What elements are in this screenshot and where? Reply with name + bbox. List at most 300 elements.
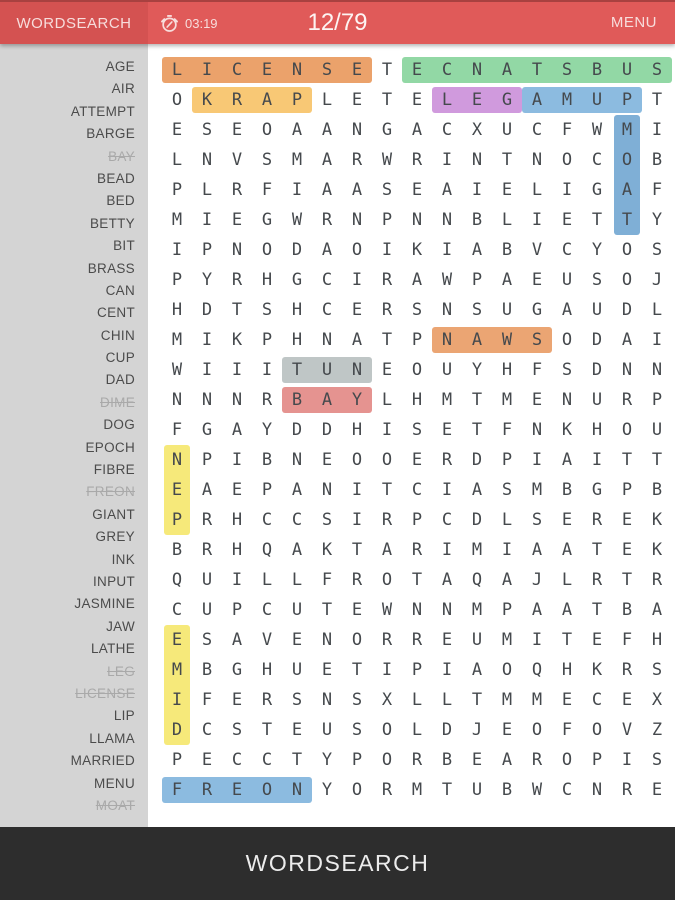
grid-cell[interactable]: U: [291, 600, 303, 620]
grid-cell[interactable]: T: [591, 540, 603, 560]
grid-cell[interactable]: E: [261, 60, 273, 80]
grid-cell[interactable]: T: [381, 60, 393, 80]
grid-cell[interactable]: N: [411, 600, 423, 620]
grid-cell[interactable]: N: [531, 420, 543, 440]
grid-cell[interactable]: S: [651, 240, 663, 260]
menu-button[interactable]: MENU: [610, 14, 657, 31]
grid-cell[interactable]: U: [651, 420, 663, 440]
grid-cell[interactable]: D: [291, 240, 303, 260]
grid-cell[interactable]: Q: [531, 660, 543, 680]
grid-cell[interactable]: I: [351, 270, 363, 290]
grid-cell[interactable]: H: [411, 390, 423, 410]
grid-cell[interactable]: N: [231, 240, 243, 260]
grid-cell[interactable]: E: [321, 450, 333, 470]
grid-cell[interactable]: P: [351, 750, 363, 770]
grid-cell[interactable]: E: [561, 690, 573, 710]
grid-cell[interactable]: U: [291, 660, 303, 680]
grid-cell[interactable]: L: [201, 180, 213, 200]
grid-cell[interactable]: X: [381, 690, 393, 710]
grid-cell[interactable]: B: [621, 600, 633, 620]
grid-cell[interactable]: I: [441, 540, 453, 560]
grid-cell[interactable]: A: [651, 600, 663, 620]
grid-cell[interactable]: M: [411, 780, 423, 800]
grid-cell[interactable]: G: [291, 270, 303, 290]
grid-cell[interactable]: T: [591, 600, 603, 620]
grid-cell[interactable]: C: [561, 240, 573, 260]
grid-cell[interactable]: G: [261, 210, 273, 230]
grid-cell[interactable]: I: [171, 690, 183, 710]
grid-cell[interactable]: P: [171, 510, 183, 530]
grid-cell[interactable]: I: [621, 750, 633, 770]
grid-cell[interactable]: H: [501, 360, 513, 380]
grid-cell[interactable]: O: [621, 270, 633, 290]
grid-cell[interactable]: N: [291, 780, 303, 800]
grid-cell[interactable]: C: [231, 60, 243, 80]
grid-cell[interactable]: B: [651, 480, 663, 500]
grid-cell[interactable]: L: [441, 90, 453, 110]
grid-cell[interactable]: R: [231, 90, 243, 110]
grid-cell[interactable]: O: [351, 450, 363, 470]
grid-cell[interactable]: I: [501, 540, 513, 560]
grid-cell[interactable]: I: [381, 240, 393, 260]
grid-cell[interactable]: M: [171, 330, 183, 350]
grid-cell[interactable]: I: [441, 480, 453, 500]
grid-cell[interactable]: P: [381, 210, 393, 230]
grid-cell[interactable]: O: [621, 150, 633, 170]
grid-cell[interactable]: E: [441, 630, 453, 650]
grid-cell[interactable]: R: [201, 540, 213, 560]
grid-cell[interactable]: M: [531, 480, 543, 500]
grid-cell[interactable]: P: [501, 600, 513, 620]
grid-cell[interactable]: K: [201, 90, 213, 110]
grid-cell[interactable]: U: [561, 270, 573, 290]
grid-cell[interactable]: T: [381, 90, 393, 110]
grid-cell[interactable]: W: [591, 120, 603, 140]
grid-cell[interactable]: N: [561, 390, 573, 410]
grid-cell[interactable]: K: [591, 660, 603, 680]
grid-cell[interactable]: Q: [171, 570, 183, 590]
grid-cell[interactable]: P: [501, 450, 513, 470]
grid-cell[interactable]: I: [231, 570, 243, 590]
grid-cell[interactable]: A: [381, 540, 393, 560]
grid-cell[interactable]: T: [501, 150, 513, 170]
grid-cell[interactable]: P: [621, 480, 633, 500]
grid-cell[interactable]: T: [381, 330, 393, 350]
grid-cell[interactable]: N: [321, 630, 333, 650]
grid-cell[interactable]: R: [621, 660, 633, 680]
grid-cell[interactable]: E: [381, 360, 393, 380]
grid-cell[interactable]: N: [291, 450, 303, 470]
grid-cell[interactable]: P: [411, 660, 423, 680]
grid-cell[interactable]: R: [231, 270, 243, 290]
grid-cell[interactable]: N: [351, 120, 363, 140]
grid-cell[interactable]: D: [471, 510, 483, 530]
grid-cell[interactable]: O: [351, 630, 363, 650]
grid-cell[interactable]: S: [651, 60, 663, 80]
grid-cell[interactable]: E: [531, 270, 543, 290]
grid-cell[interactable]: H: [291, 330, 303, 350]
grid-cell[interactable]: U: [321, 720, 333, 740]
grid-cell[interactable]: N: [441, 210, 453, 230]
grid-cell[interactable]: R: [411, 540, 423, 560]
grid-cell[interactable]: C: [231, 750, 243, 770]
grid-cell[interactable]: O: [621, 420, 633, 440]
grid-cell[interactable]: A: [531, 90, 543, 110]
grid-cell[interactable]: T: [621, 450, 633, 470]
grid-cell[interactable]: L: [441, 690, 453, 710]
grid-cell[interactable]: A: [291, 480, 303, 500]
grid-cell[interactable]: S: [261, 150, 273, 170]
grid-cell[interactable]: B: [501, 240, 513, 260]
grid-cell[interactable]: A: [441, 180, 453, 200]
grid-cell[interactable]: I: [531, 210, 543, 230]
grid-cell[interactable]: W: [291, 210, 303, 230]
grid-cell[interactable]: A: [531, 600, 543, 620]
grid-cell[interactable]: S: [261, 300, 273, 320]
grid-cell[interactable]: T: [621, 570, 633, 590]
grid-cell[interactable]: T: [231, 300, 243, 320]
grid-cell[interactable]: L: [501, 210, 513, 230]
grid-cell[interactable]: A: [501, 270, 513, 290]
grid-cell[interactable]: O: [261, 240, 273, 260]
grid-cell[interactable]: F: [201, 690, 213, 710]
grid-cell[interactable]: E: [171, 480, 183, 500]
grid-cell[interactable]: T: [471, 390, 483, 410]
grid-cell[interactable]: C: [441, 510, 453, 530]
grid-cell[interactable]: L: [171, 150, 183, 170]
grid-cell[interactable]: A: [471, 240, 483, 260]
grid-cell[interactable]: C: [261, 750, 273, 770]
grid-cell[interactable]: C: [411, 480, 423, 500]
grid-cell[interactable]: S: [321, 60, 333, 80]
grid-cell[interactable]: H: [231, 510, 243, 530]
grid-cell[interactable]: S: [291, 690, 303, 710]
grid-cell[interactable]: O: [381, 450, 393, 470]
grid-cell[interactable]: B: [291, 390, 303, 410]
grid-cell[interactable]: C: [531, 120, 543, 140]
grid-cell[interactable]: E: [531, 390, 543, 410]
grid-cell[interactable]: A: [291, 120, 303, 140]
grid-cell[interactable]: A: [261, 90, 273, 110]
grid-cell[interactable]: C: [321, 300, 333, 320]
grid-cell[interactable]: K: [321, 540, 333, 560]
grid-cell[interactable]: Q: [471, 570, 483, 590]
grid-cell[interactable]: S: [471, 300, 483, 320]
grid-cell[interactable]: S: [531, 510, 543, 530]
grid-cell[interactable]: O: [411, 360, 423, 380]
grid-cell[interactable]: N: [441, 600, 453, 620]
grid-cell[interactable]: V: [261, 630, 273, 650]
grid-cell[interactable]: A: [291, 540, 303, 560]
grid-cell[interactable]: E: [411, 60, 423, 80]
grid-cell[interactable]: T: [261, 720, 273, 740]
grid-cell[interactable]: B: [261, 450, 273, 470]
grid-cell[interactable]: H: [351, 420, 363, 440]
grid-cell[interactable]: A: [351, 330, 363, 350]
grid-cell[interactable]: N: [291, 60, 303, 80]
grid-cell[interactable]: X: [471, 120, 483, 140]
grid-cell[interactable]: P: [171, 750, 183, 770]
grid-cell[interactable]: G: [381, 120, 393, 140]
grid-cell[interactable]: H: [291, 300, 303, 320]
grid-cell[interactable]: E: [291, 630, 303, 650]
grid-cell[interactable]: L: [171, 60, 183, 80]
grid-cell[interactable]: L: [531, 180, 543, 200]
grid-cell[interactable]: N: [621, 360, 633, 380]
grid-cell[interactable]: N: [201, 390, 213, 410]
grid-cell[interactable]: C: [261, 600, 273, 620]
grid-cell[interactable]: N: [321, 690, 333, 710]
grid-cell[interactable]: A: [471, 480, 483, 500]
grid-cell[interactable]: F: [561, 120, 573, 140]
grid-cell[interactable]: I: [561, 180, 573, 200]
grid-cell[interactable]: N: [351, 360, 363, 380]
grid-cell[interactable]: W: [441, 270, 453, 290]
grid-cell[interactable]: K: [231, 330, 243, 350]
grid-cell[interactable]: C: [261, 510, 273, 530]
grid-cell[interactable]: I: [471, 180, 483, 200]
grid-cell[interactable]: L: [381, 390, 393, 410]
grid-cell[interactable]: R: [411, 630, 423, 650]
grid-cell[interactable]: O: [381, 570, 393, 590]
grid-cell[interactable]: I: [531, 630, 543, 650]
grid-cell[interactable]: H: [171, 300, 183, 320]
grid-cell[interactable]: E: [501, 180, 513, 200]
grid-cell[interactable]: R: [591, 510, 603, 530]
grid-cell[interactable]: N: [231, 390, 243, 410]
grid-cell[interactable]: R: [201, 510, 213, 530]
grid-cell[interactable]: A: [501, 60, 513, 80]
grid-cell[interactable]: B: [171, 540, 183, 560]
grid-cell[interactable]: E: [501, 720, 513, 740]
grid-cell[interactable]: N: [591, 780, 603, 800]
grid-cell[interactable]: S: [381, 180, 393, 200]
grid-cell[interactable]: E: [441, 420, 453, 440]
grid-cell[interactable]: T: [291, 750, 303, 770]
grid-cell[interactable]: S: [201, 630, 213, 650]
grid-cell[interactable]: P: [471, 270, 483, 290]
grid-cell[interactable]: R: [411, 150, 423, 170]
grid-cell[interactable]: M: [531, 690, 543, 710]
grid-cell[interactable]: U: [621, 60, 633, 80]
grid-cell[interactable]: A: [411, 120, 423, 140]
grid-cell[interactable]: I: [201, 330, 213, 350]
grid-cell[interactable]: O: [261, 780, 273, 800]
grid-cell[interactable]: N: [441, 330, 453, 350]
grid-cell[interactable]: F: [531, 360, 543, 380]
grid-cell[interactable]: C: [591, 150, 603, 170]
grid-cell[interactable]: O: [261, 120, 273, 140]
grid-cell[interactable]: E: [561, 510, 573, 530]
grid-cell[interactable]: R: [381, 270, 393, 290]
grid-cell[interactable]: U: [501, 300, 513, 320]
grid-cell[interactable]: O: [501, 660, 513, 680]
grid-cell[interactable]: P: [231, 600, 243, 620]
grid-cell[interactable]: D: [321, 420, 333, 440]
grid-cell[interactable]: N: [531, 150, 543, 170]
grid-cell[interactable]: I: [291, 180, 303, 200]
grid-cell[interactable]: F: [261, 180, 273, 200]
grid-cell[interactable]: I: [351, 480, 363, 500]
grid-cell[interactable]: R: [351, 150, 363, 170]
grid-cell[interactable]: U: [591, 90, 603, 110]
grid-cell[interactable]: H: [651, 630, 663, 650]
grid-cell[interactable]: K: [561, 420, 573, 440]
grid-cell[interactable]: R: [201, 780, 213, 800]
grid-cell[interactable]: R: [381, 630, 393, 650]
grid-cell[interactable]: D: [621, 300, 633, 320]
grid-cell[interactable]: B: [471, 210, 483, 230]
grid-cell[interactable]: E: [351, 90, 363, 110]
grid-cell[interactable]: Y: [351, 390, 363, 410]
grid-cell[interactable]: R: [381, 510, 393, 530]
grid-cell[interactable]: M: [171, 210, 183, 230]
grid-cell[interactable]: L: [411, 720, 423, 740]
grid-cell[interactable]: F: [561, 720, 573, 740]
letter-grid[interactable]: [162, 55, 672, 805]
grid-cell[interactable]: S: [231, 720, 243, 740]
grid-cell[interactable]: V: [531, 240, 543, 260]
grid-cell[interactable]: F: [651, 180, 663, 200]
grid-cell[interactable]: A: [501, 750, 513, 770]
grid-cell[interactable]: L: [561, 570, 573, 590]
grid-cell[interactable]: M: [621, 120, 633, 140]
grid-cell[interactable]: F: [171, 780, 183, 800]
grid-cell[interactable]: A: [531, 540, 543, 560]
grid-cell[interactable]: E: [561, 210, 573, 230]
grid-cell[interactable]: A: [321, 390, 333, 410]
grid-cell[interactable]: I: [651, 120, 663, 140]
grid-cell[interactable]: O: [621, 240, 633, 260]
grid-cell[interactable]: E: [171, 630, 183, 650]
grid-cell[interactable]: K: [411, 240, 423, 260]
grid-cell[interactable]: A: [561, 540, 573, 560]
grid-cell[interactable]: C: [441, 60, 453, 80]
grid-cell[interactable]: J: [651, 270, 663, 290]
grid-cell[interactable]: A: [321, 180, 333, 200]
grid-cell[interactable]: M: [171, 660, 183, 680]
grid-cell[interactable]: A: [321, 150, 333, 170]
grid-cell[interactable]: A: [561, 450, 573, 470]
grid-cell[interactable]: U: [501, 120, 513, 140]
grid-cell[interactable]: I: [231, 360, 243, 380]
grid-cell[interactable]: A: [561, 600, 573, 620]
grid-cell[interactable]: E: [621, 510, 633, 530]
grid-cell[interactable]: U: [591, 300, 603, 320]
grid-cell[interactable]: D: [591, 330, 603, 350]
grid-cell[interactable]: O: [591, 720, 603, 740]
grid-cell[interactable]: S: [501, 480, 513, 500]
grid-cell[interactable]: L: [321, 90, 333, 110]
grid-cell[interactable]: M: [501, 390, 513, 410]
grid-cell[interactable]: R: [531, 750, 543, 770]
grid-cell[interactable]: G: [591, 180, 603, 200]
grid-cell[interactable]: R: [621, 780, 633, 800]
grid-cell[interactable]: D: [471, 450, 483, 470]
grid-cell[interactable]: C: [441, 120, 453, 140]
grid-cell[interactable]: L: [291, 570, 303, 590]
grid-cell[interactable]: E: [621, 690, 633, 710]
grid-cell[interactable]: C: [321, 270, 333, 290]
grid-cell[interactable]: N: [441, 300, 453, 320]
grid-cell[interactable]: S: [351, 690, 363, 710]
grid-cell[interactable]: I: [201, 60, 213, 80]
grid-cell[interactable]: E: [411, 450, 423, 470]
grid-cell[interactable]: F: [171, 420, 183, 440]
grid-cell[interactable]: I: [351, 510, 363, 530]
grid-cell[interactable]: T: [561, 630, 573, 650]
grid-cell[interactable]: S: [561, 360, 573, 380]
grid-cell[interactable]: T: [651, 90, 663, 110]
grid-cell[interactable]: E: [411, 180, 423, 200]
grid-cell[interactable]: G: [201, 420, 213, 440]
grid-cell[interactable]: S: [201, 120, 213, 140]
grid-cell[interactable]: H: [231, 540, 243, 560]
grid-cell[interactable]: R: [441, 450, 453, 470]
grid-cell[interactable]: E: [321, 660, 333, 680]
grid-cell[interactable]: F: [501, 420, 513, 440]
grid-cell[interactable]: M: [291, 150, 303, 170]
grid-cell[interactable]: Y: [591, 240, 603, 260]
grid-cell[interactable]: P: [201, 450, 213, 470]
grid-cell[interactable]: B: [561, 480, 573, 500]
grid-cell[interactable]: Y: [651, 210, 663, 230]
grid-cell[interactable]: E: [231, 120, 243, 140]
grid-cell[interactable]: E: [621, 540, 633, 560]
grid-cell[interactable]: T: [591, 210, 603, 230]
grid-cell[interactable]: A: [561, 300, 573, 320]
grid-cell[interactable]: E: [351, 600, 363, 620]
grid-cell[interactable]: R: [381, 300, 393, 320]
grid-cell[interactable]: C: [291, 510, 303, 530]
grid-cell[interactable]: P: [201, 240, 213, 260]
grid-cell[interactable]: V: [621, 720, 633, 740]
grid-cell[interactable]: U: [201, 600, 213, 620]
grid-cell[interactable]: E: [291, 720, 303, 740]
grid-cell[interactable]: N: [201, 150, 213, 170]
grid-cell[interactable]: A: [441, 570, 453, 590]
grid-cell[interactable]: D: [291, 420, 303, 440]
grid-cell[interactable]: W: [381, 150, 393, 170]
grid-cell[interactable]: E: [231, 480, 243, 500]
grid-cell[interactable]: N: [321, 480, 333, 500]
grid-cell[interactable]: O: [561, 150, 573, 170]
grid-cell[interactable]: W: [501, 330, 513, 350]
grid-cell[interactable]: S: [531, 330, 543, 350]
grid-cell[interactable]: Y: [201, 270, 213, 290]
grid-cell[interactable]: A: [471, 660, 483, 680]
grid-cell[interactable]: O: [351, 780, 363, 800]
grid-cell[interactable]: I: [381, 660, 393, 680]
grid-cell[interactable]: E: [171, 120, 183, 140]
grid-cell[interactable]: M: [501, 630, 513, 650]
grid-cell[interactable]: U: [471, 780, 483, 800]
grid-cell[interactable]: I: [441, 660, 453, 680]
grid-cell[interactable]: P: [291, 90, 303, 110]
grid-cell[interactable]: S: [591, 270, 603, 290]
grid-cell[interactable]: P: [411, 330, 423, 350]
grid-cell[interactable]: T: [411, 570, 423, 590]
grid-cell[interactable]: H: [561, 660, 573, 680]
grid-cell[interactable]: U: [201, 570, 213, 590]
grid-cell[interactable]: U: [441, 360, 453, 380]
grid-cell[interactable]: I: [201, 210, 213, 230]
grid-cell[interactable]: E: [471, 90, 483, 110]
grid-cell[interactable]: I: [651, 330, 663, 350]
grid-cell[interactable]: R: [321, 210, 333, 230]
grid-cell[interactable]: E: [351, 300, 363, 320]
grid-cell[interactable]: A: [321, 240, 333, 260]
